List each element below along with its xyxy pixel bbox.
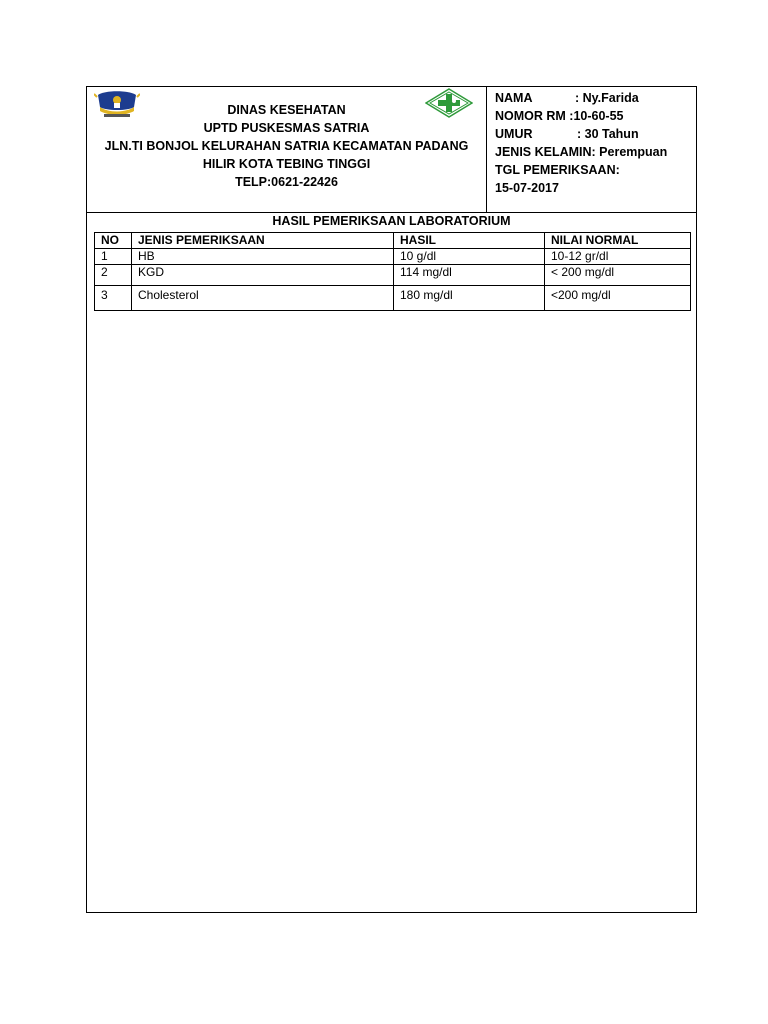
cell-no: 2 bbox=[95, 265, 132, 286]
table-row bbox=[95, 265, 691, 286]
puskesmas-name: UPTD PUSKESMAS SATRIA bbox=[203, 121, 370, 135]
cell-normal-value: < 200 mg/dl bbox=[545, 265, 691, 286]
col-header-no: NO bbox=[95, 233, 132, 249]
cell-normal-value: 10-12 gr/dl bbox=[545, 249, 691, 265]
patient-age-row bbox=[495, 125, 667, 143]
patient-name-row bbox=[495, 89, 667, 107]
medical-record-number: NOMOR RM :10-60-55 bbox=[495, 109, 624, 123]
col-header-result: HASIL bbox=[394, 233, 545, 249]
patient-age-label: UMUR bbox=[495, 127, 533, 141]
report-header bbox=[87, 87, 696, 213]
col-header-normal-value: NILAI NORMAL bbox=[545, 233, 691, 249]
patient-info bbox=[487, 87, 696, 212]
table-row bbox=[95, 286, 691, 311]
exam-date-value: 15-07-2017 bbox=[495, 181, 559, 195]
cell-exam-type: KGD bbox=[132, 265, 394, 286]
patient-name-label: NAMA bbox=[495, 91, 533, 105]
cell-exam-type: HB bbox=[132, 249, 394, 265]
patient-name-value: : Ny.Farida bbox=[575, 91, 639, 105]
cell-result: 180 mg/dl bbox=[394, 286, 545, 311]
lab-report-sheet bbox=[86, 86, 697, 913]
cell-no: 3 bbox=[95, 286, 132, 311]
patient-gender: JENIS KELAMIN: Perempuan bbox=[495, 145, 668, 159]
agency-phone: TELP:0621-22426 bbox=[235, 175, 338, 189]
agency-address-block bbox=[87, 101, 486, 191]
section-title: HASIL PEMERIKSAAN LABORATORIUM bbox=[272, 214, 511, 228]
lab-results-table bbox=[94, 232, 691, 311]
cell-no: 1 bbox=[95, 249, 132, 265]
table-header-row bbox=[95, 233, 691, 249]
agency-street: JLN.TI BONJOL KELURAHAN SATRIA KECAMATAN PADANG bbox=[104, 139, 469, 153]
agency-header bbox=[87, 87, 487, 212]
agency-name: DINAS KESEHATAN bbox=[227, 103, 346, 117]
cell-exam-type: Cholesterol bbox=[132, 286, 394, 311]
col-header-exam-type: JENIS PEMERIKSAAN bbox=[132, 233, 394, 249]
patient-age-value: : 30 Tahun bbox=[577, 127, 639, 141]
cell-result: 114 mg/dl bbox=[394, 265, 545, 286]
cell-result: 10 g/dl bbox=[394, 249, 545, 265]
cell-normal-value: <200 mg/dl bbox=[545, 286, 691, 311]
table-row bbox=[95, 249, 691, 265]
exam-date-label: TGL PEMERIKSAAN: bbox=[495, 163, 620, 177]
agency-city: HILIR KOTA TEBING TINGGI bbox=[202, 157, 371, 171]
